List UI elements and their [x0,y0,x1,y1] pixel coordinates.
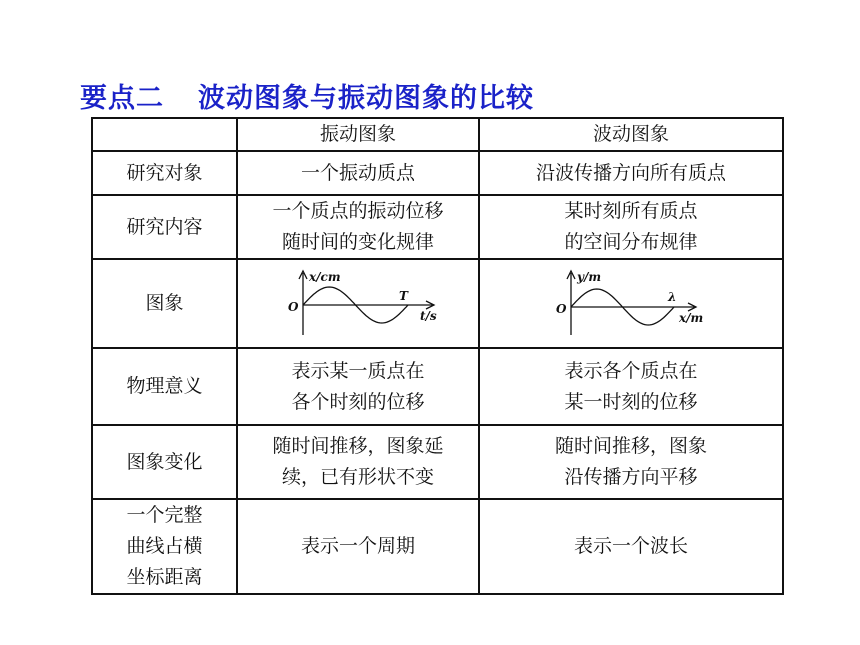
vibration-cell [237,195,479,259]
origin-label: O [556,301,567,316]
row-label-line: 研究内容 [126,215,203,238]
wave-cell [479,348,783,425]
vibration-graph [278,269,438,339]
cell-line: 某时刻所有质点 [564,200,698,222]
row-label-line: 图象 [145,292,184,314]
header-vibration-graph: 振动图象 [237,118,479,151]
row-label [92,195,237,259]
section-title [80,76,534,115]
table-row [92,425,783,499]
row-label [92,425,237,499]
cell-line: 一个振动质点 [300,161,415,184]
cell-line: 沿波传播方向所有质点 [535,161,726,184]
vibration-cell [237,499,479,594]
wave-graph [546,269,716,339]
row-label-line: 物理意义 [126,375,203,397]
y-axis-label: x/cm [309,269,341,284]
row-label [92,259,237,348]
section-title-text: 波动图象与振动图象的比较 [198,83,534,114]
row-label-line: 图象变化 [126,450,203,473]
vibration-cell [237,151,479,195]
table-row [92,195,783,259]
cell-line: 的空间分布规律 [564,231,698,253]
cell-line: 各个时刻的位移 [291,390,425,413]
cell-line: 表示某一质点在 [291,359,425,382]
x-axis-label: x/m [679,310,704,325]
wavelength-label: λ [668,289,677,304]
wave-cell [479,195,783,259]
cell-line: 一个质点的振动位移 [272,200,444,222]
row-label [92,499,237,594]
wave-cell [479,425,783,499]
table-row [92,151,783,195]
wave-graph-cell [479,259,783,348]
table-row [92,348,783,425]
cell-line: 某一时刻的位移 [564,390,698,413]
cell-line: 表示一个周期 [300,535,415,557]
y-axis-label: y/m [577,269,602,284]
wave-cell [479,151,783,195]
cell-line: 表示一个波长 [573,535,688,557]
cell-line: 随时间推移，图象延 [272,435,444,457]
row-label-line: 研究对象 [126,161,203,184]
table-row [92,259,783,348]
table-header-row [92,118,783,151]
row-label [92,348,237,425]
cell-line: 沿传播方向平移 [564,466,698,488]
vibration-cell [237,425,479,499]
table-row [92,499,783,594]
vibration-graph-cell [237,259,479,348]
vibration-cell [237,348,479,425]
header-corner-cell [92,118,237,151]
row-label-line: 一个完整 [126,504,203,526]
comparison-table [91,117,784,595]
row-label-line: 曲线占横 [126,535,203,557]
row-label-line: 坐标距离 [126,566,203,588]
section-title-number: 要点二 [80,83,164,114]
header-wave-graph: 波动图象 [479,118,783,151]
wave-cell [479,499,783,594]
cell-line: 随时间推移，图象 [554,435,707,457]
cell-line: 续，已有形状不变 [281,466,434,488]
cell-line: 随时间的变化规律 [281,231,434,253]
cell-line: 表示各个质点在 [564,359,698,382]
period-label: T [399,288,408,303]
row-label [92,151,237,195]
x-axis-label: t/s [420,308,437,323]
origin-label: O [288,299,299,314]
